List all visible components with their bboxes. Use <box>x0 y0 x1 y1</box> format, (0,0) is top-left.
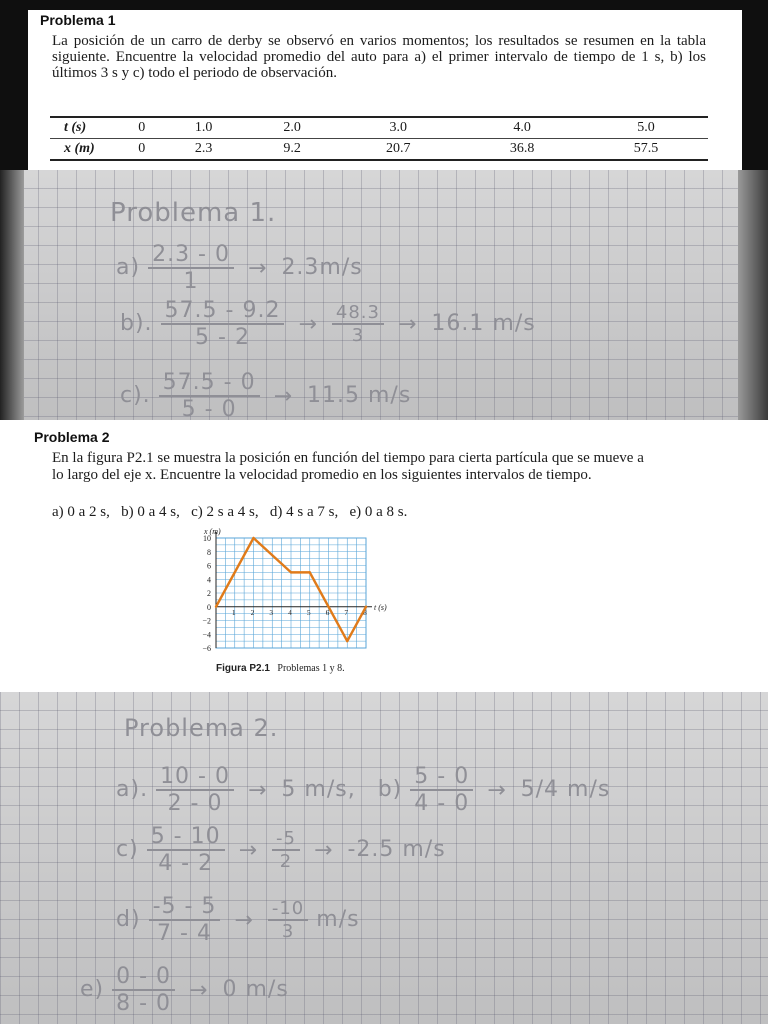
table-cell: 0 <box>124 139 159 161</box>
numerator: 5 - 10 <box>147 824 225 851</box>
answer-result: 5/4 m/s <box>520 777 611 802</box>
x-tick-label: 6 <box>325 607 330 617</box>
table-cell: 20.7 <box>336 139 460 161</box>
problem1-statement: La posición de un carro de derby se observó en varios momentos; los resultados se resumen en la tabla siguiente. Encuentre la velocidad promedio del auto para a) el primer intervalo de tiempo de 1 s, b) los últimos 3 s y c) todo el periodo de observación. <box>52 33 706 81</box>
x-tick-label: 3 <box>269 607 274 617</box>
numerator: 10 - 0 <box>156 764 234 791</box>
arrow-icon: → <box>314 837 334 863</box>
answer-result: 2.3m/s <box>281 255 363 280</box>
table-cell: 3.0 <box>336 117 460 139</box>
fraction <box>332 302 384 346</box>
numerator: 0 - 0 <box>112 964 175 991</box>
arrow-icon: → <box>234 907 254 933</box>
numerator: 5 - 0 <box>410 764 473 791</box>
answer-label: b) <box>377 777 403 802</box>
x-tick-label: 2 <box>250 607 255 617</box>
table-row-position <box>50 139 708 161</box>
x-tick-label: 7 <box>344 607 349 617</box>
x-tick-label: 4 <box>288 607 292 617</box>
table-cell: 5.0 <box>584 117 708 139</box>
y-tick-label: −6 <box>202 644 211 653</box>
problem1-table <box>50 116 708 161</box>
y-tick-label: −2 <box>202 616 211 626</box>
x-tick-label: 8 <box>363 607 367 617</box>
problem2-statement: En la figura P2.1 se muestra la posición en función del tiempo para cierta partícula que se mueve a lo largo del eje x. Encuentre la velocidad promedio en los siguientes intervalos de tiempo. <box>52 450 644 483</box>
handwritten-answer-b <box>120 298 536 350</box>
numerator: 57.5 - 0 <box>159 370 260 397</box>
data-point <box>215 606 217 608</box>
data-point <box>365 606 367 608</box>
data-point <box>290 571 292 573</box>
handwritten-answer-d <box>116 894 360 946</box>
table-cell: 57.5 <box>584 139 708 161</box>
fraction <box>272 828 300 872</box>
denominator: 3 <box>351 325 365 346</box>
handwritten-title: Problema 2. <box>124 714 279 742</box>
denominator: 1 <box>183 269 199 294</box>
arrow-icon: → <box>189 977 209 1003</box>
fraction <box>148 242 234 294</box>
data-point <box>346 640 348 642</box>
table-row-time <box>50 117 708 139</box>
arrow-icon: → <box>397 311 418 337</box>
handwritten-answer-e <box>80 964 289 1016</box>
answer-label: e) <box>80 977 105 1002</box>
y-tick-label: 4 <box>207 575 211 585</box>
numerator: 57.5 - 9.2 <box>161 298 285 325</box>
fraction <box>410 764 473 816</box>
numerator: 2.3 - 0 <box>148 242 234 269</box>
numerator: -5 - 5 <box>149 894 221 921</box>
numerator: -5 <box>272 828 300 851</box>
position-time-chart <box>186 524 402 674</box>
y-tick-label: 0 <box>207 602 211 612</box>
arrow-icon: → <box>298 311 318 337</box>
denominator: 5 - 2 <box>195 325 250 350</box>
table-cell: 4.0 <box>460 117 584 139</box>
fraction <box>147 824 225 876</box>
answer-label: b). <box>120 311 153 336</box>
problem2-card <box>0 420 768 692</box>
fraction <box>159 370 260 420</box>
handwritten-answer-c <box>120 370 411 420</box>
y-tick-label: −4 <box>202 630 211 640</box>
arrow-icon: → <box>247 777 268 803</box>
data-point <box>252 537 254 539</box>
arrow-icon: → <box>273 383 294 409</box>
y-tick-label: 8 <box>207 547 211 557</box>
handwritten-answer-a <box>116 764 610 816</box>
fraction <box>149 894 221 946</box>
table-cell: 36.8 <box>460 139 584 161</box>
answer-result: 11.5 m/s <box>307 383 412 408</box>
y-tick-label: 6 <box>207 561 211 571</box>
x-tick-label: 5 <box>306 607 311 617</box>
problem1-card <box>28 10 742 170</box>
table-cell: 0 <box>124 117 159 139</box>
problem2-heading: Problema 2 <box>34 429 110 445</box>
y-tick-label: 2 <box>207 589 211 598</box>
answer-label: a). <box>116 777 149 802</box>
denominator: 7 - 4 <box>157 921 212 946</box>
answer-result: 0 m/s <box>222 977 289 1002</box>
handwritten-title: Problema 1. <box>110 198 277 228</box>
notebook-photo-problem2 <box>0 692 768 1024</box>
answer-label: d) <box>116 907 141 932</box>
figure-caption <box>216 663 345 674</box>
arrow-icon: → <box>487 777 507 803</box>
position-label: x (m) <box>50 139 124 161</box>
denominator: 3 <box>281 921 295 942</box>
notebook-photo-problem1 <box>0 170 768 420</box>
denominator: 5 - 0 <box>181 397 237 420</box>
table-cell: 2.3 <box>159 139 247 161</box>
numerator: -10 <box>268 898 308 921</box>
numerator: 48.3 <box>332 302 384 325</box>
data-point <box>309 571 311 573</box>
figure-label: Figura P2.1 <box>216 663 270 674</box>
arrow-icon: → <box>238 837 259 863</box>
table-cell: 1.0 <box>159 117 247 139</box>
fraction <box>112 964 175 1016</box>
handwritten-answer-c <box>116 824 446 876</box>
figure-caption-text: Problemas 1 y 8. <box>277 663 345 674</box>
fraction <box>268 898 308 942</box>
x-tick-label: 1 <box>231 607 236 617</box>
answer-result: 16.1 m/s <box>431 311 536 336</box>
denominator: 4 - 2 <box>158 851 214 876</box>
answer-result: -2.5 m/s <box>347 837 446 862</box>
denominator: 2 <box>279 851 293 872</box>
table-cell: 2.0 <box>248 117 336 139</box>
answer-result: m/s <box>316 907 360 932</box>
problem1-heading: Problema 1 <box>40 12 116 28</box>
denominator: 8 - 0 <box>116 991 172 1016</box>
x-axis-label: t (s) <box>374 602 387 612</box>
page-edge-shadow <box>738 170 768 420</box>
y-axis-label: x (m) <box>204 527 221 536</box>
handwritten-answer-a <box>116 242 363 294</box>
answer-label: c). <box>120 383 151 408</box>
answer-label: c) <box>116 837 139 862</box>
table-cell: 9.2 <box>248 139 336 161</box>
answer-result: 5 m/s, <box>281 777 356 802</box>
time-label: t (s) <box>50 117 124 139</box>
problem2-options: a) 0 a 2 s, b) 0 a 4 s, c) 2 s a 4 s, d) 4 s a 7 s, e) 0 a 8 s. <box>52 504 408 520</box>
denominator: 4 - 0 <box>414 791 470 816</box>
y-tick-label: 10 <box>203 534 211 543</box>
fraction <box>156 764 234 816</box>
fraction <box>161 298 285 350</box>
page-edge-shadow <box>0 170 24 420</box>
denominator: 2 - 0 <box>167 791 223 816</box>
arrow-icon: → <box>248 255 268 281</box>
answer-label: a) <box>116 255 141 280</box>
